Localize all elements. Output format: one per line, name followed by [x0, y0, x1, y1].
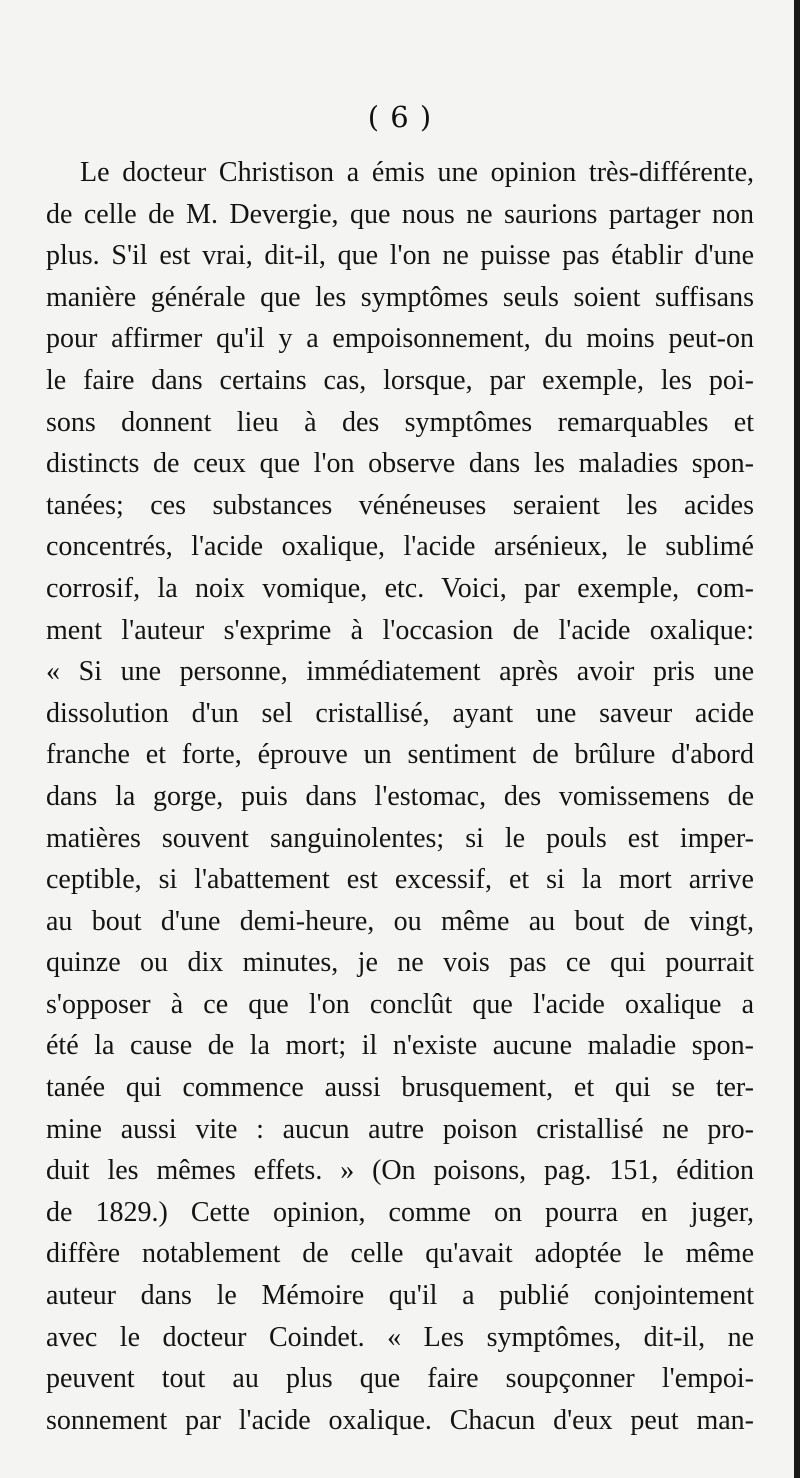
text-line: distincts de ceux que l'on observe dans les maladies spon- — [46, 448, 754, 480]
text-line: sons donnent lieu à des symptômes remarquables et — [46, 406, 754, 438]
text-line: de 1829.) Cette opinion, comme on pourra en juger, — [46, 1196, 754, 1228]
text-line: « Si une personne, immédiatement après avoir pris une — [46, 656, 754, 688]
text-line: diffère notablement de celle qu'avait adoptée le même — [46, 1238, 754, 1270]
text-line: quinze ou dix minutes, je ne vois pas ce qui pourrait — [46, 947, 754, 979]
text-line: manière générale que les symptômes seuls soient suffisans — [46, 281, 754, 313]
text-line: matières souvent sanguinolentes; si le pouls est imper- — [46, 822, 754, 854]
text-line: au bout d'une demi-heure, ou même au bout de vingt, — [46, 905, 754, 937]
page-edge — [794, 0, 800, 1478]
text-line: de celle de M. Devergie, que nous ne saurions partager non — [46, 198, 754, 230]
text-line: pour affirmer qu'il y a empoisonnement, du moins peut-on — [46, 323, 754, 355]
text-line: duit les mêmes effets. » (On poisons, pag. 151, édition — [46, 1155, 754, 1187]
text-line: corrosif, la noix vomique, etc. Voici, par exemple, com- — [46, 572, 754, 604]
page-number: ( 6 ) — [367, 100, 433, 134]
text-line: franche et forte, éprouve un sentiment de brûlure d'abord — [46, 739, 754, 771]
text-line: plus. S'il est vrai, dit-il, que l'on ne puisse pas établir d'une — [46, 240, 754, 272]
text-line: tanées; ces substances vénéneuses seraient les acides — [46, 489, 754, 521]
text-line: Le docteur Christison a émis une opinion très-différente, — [80, 157, 754, 188]
text-line: s'opposer à ce que l'on conclût que l'acide oxalique a — [46, 988, 754, 1020]
text-line: tanée qui commence aussi brusquement, et qui se ter- — [46, 1072, 754, 1104]
text-line: ment l'auteur s'exprime à l'occasion de l'acide oxalique: — [46, 614, 754, 646]
text-line: mine aussi vite : aucun autre poison cristallisé ne pro- — [46, 1113, 754, 1145]
text-line: auteur dans le Mémoire qu'il a publié conjointement — [46, 1280, 754, 1312]
text-line: sonnement par l'acide oxalique. Chacun d'eux peut man- — [46, 1404, 754, 1436]
text-line: ceptible, si l'abattement est excessif, et si la mort arrive — [46, 864, 754, 896]
text-line: été la cause de la mort; il n'existe aucune maladie spon- — [46, 1030, 754, 1062]
text-line: peuvent tout au plus que faire soupçonner l'empoi- — [46, 1363, 754, 1395]
body-text — [46, 152, 754, 1441]
text-line: concentrés, l'acide oxalique, l'acide arsénieux, le sublimé — [46, 531, 754, 563]
text-line: dissolution d'un sel cristallisé, ayant une saveur acide — [46, 697, 754, 729]
text-line: dans la gorge, puis dans l'estomac, des vomissemens de — [46, 780, 754, 812]
text-line: le faire dans certains cas, lorsque, par exemple, les poi- — [46, 364, 754, 396]
text-line: avec le docteur Coindet. « Les symptômes, dit-il, ne — [46, 1321, 754, 1353]
